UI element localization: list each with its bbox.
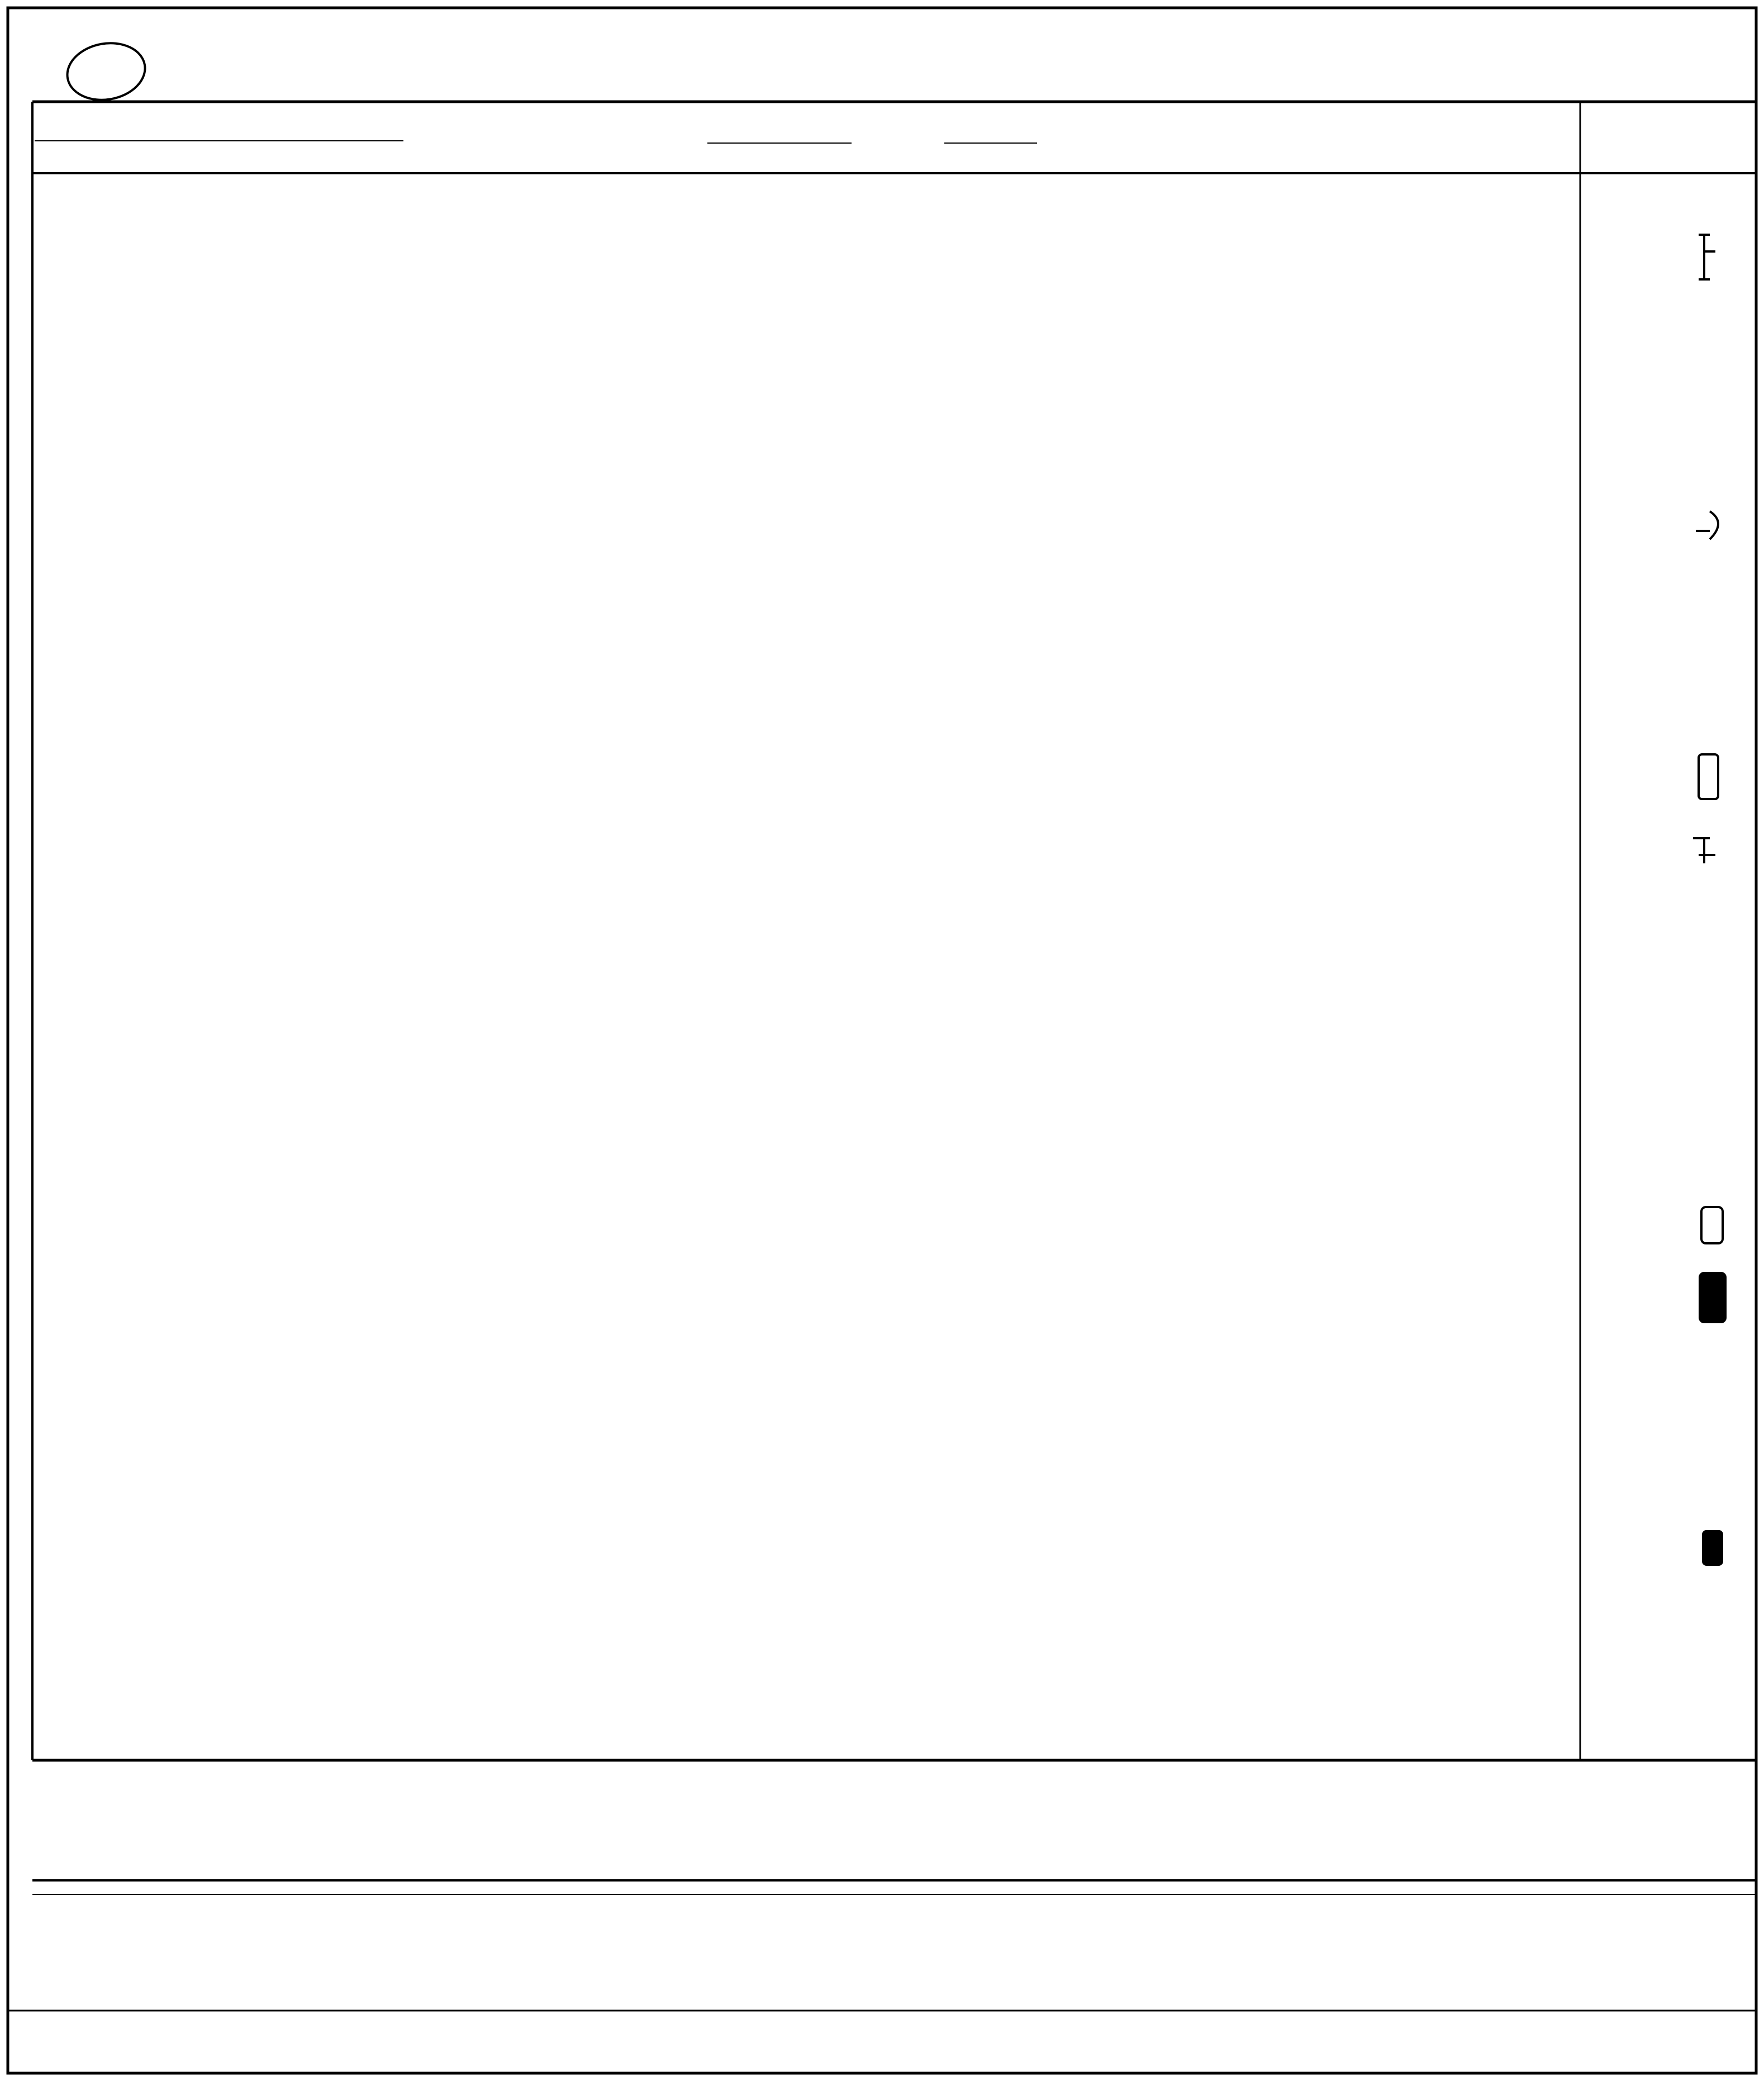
binder-mark [1700,1273,1725,1322]
binder-mark [1703,1531,1722,1565]
